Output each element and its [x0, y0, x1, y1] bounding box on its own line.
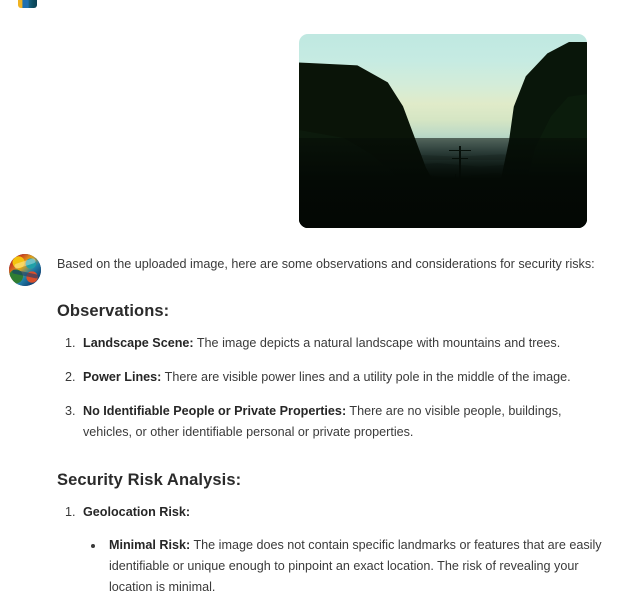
- list-item-term: Landscape Scene:: [83, 336, 194, 350]
- message-intro: Based on the uploaded image, here are some observations and considerations for security risks:: [57, 257, 595, 271]
- heading-security-risk-analysis: Security Risk Analysis:: [57, 471, 242, 489]
- list-item-text: There are visible power lines and a utility pole in the middle of the image.: [161, 370, 571, 384]
- list-item: [79, 367, 613, 388]
- uploaded-image-attachment[interactable]: [299, 34, 587, 228]
- geolocation-risk-sublist: [83, 535, 613, 598]
- list-item: [79, 502, 613, 598]
- list-item-term: Power Lines:: [83, 370, 162, 384]
- list-item-term: No Identifiable People or Private Properties:: [83, 404, 347, 418]
- dark-valley-floor: [299, 138, 587, 228]
- security-risk-list: [57, 502, 613, 598]
- list-item-term: Minimal Risk:: [109, 538, 191, 552]
- list-item-term: Geolocation Risk:: [83, 505, 191, 519]
- heading-observations: Observations:: [57, 302, 170, 320]
- assistant-message: [57, 254, 613, 611]
- app-logo-sliver[interactable]: [18, 0, 37, 8]
- assistant-avatar[interactable]: [9, 254, 41, 286]
- list-item: [105, 535, 613, 598]
- list-item-text: The image depicts a natural landscape with mountains and trees.: [193, 336, 561, 350]
- list-item: [79, 333, 613, 354]
- list-item-text: There are no visible people, buildings, vehicles, or other identifiable personal or private properties.: [83, 404, 562, 439]
- landscape-photo: [299, 34, 587, 228]
- list-item-text: The image does not contain specific landmarks or features that are easily identifiable or unique enough to pinpoint an exact location. The risk of revealing your location is minimal.: [109, 538, 602, 594]
- list-item: [79, 401, 613, 443]
- observations-list: [57, 333, 613, 443]
